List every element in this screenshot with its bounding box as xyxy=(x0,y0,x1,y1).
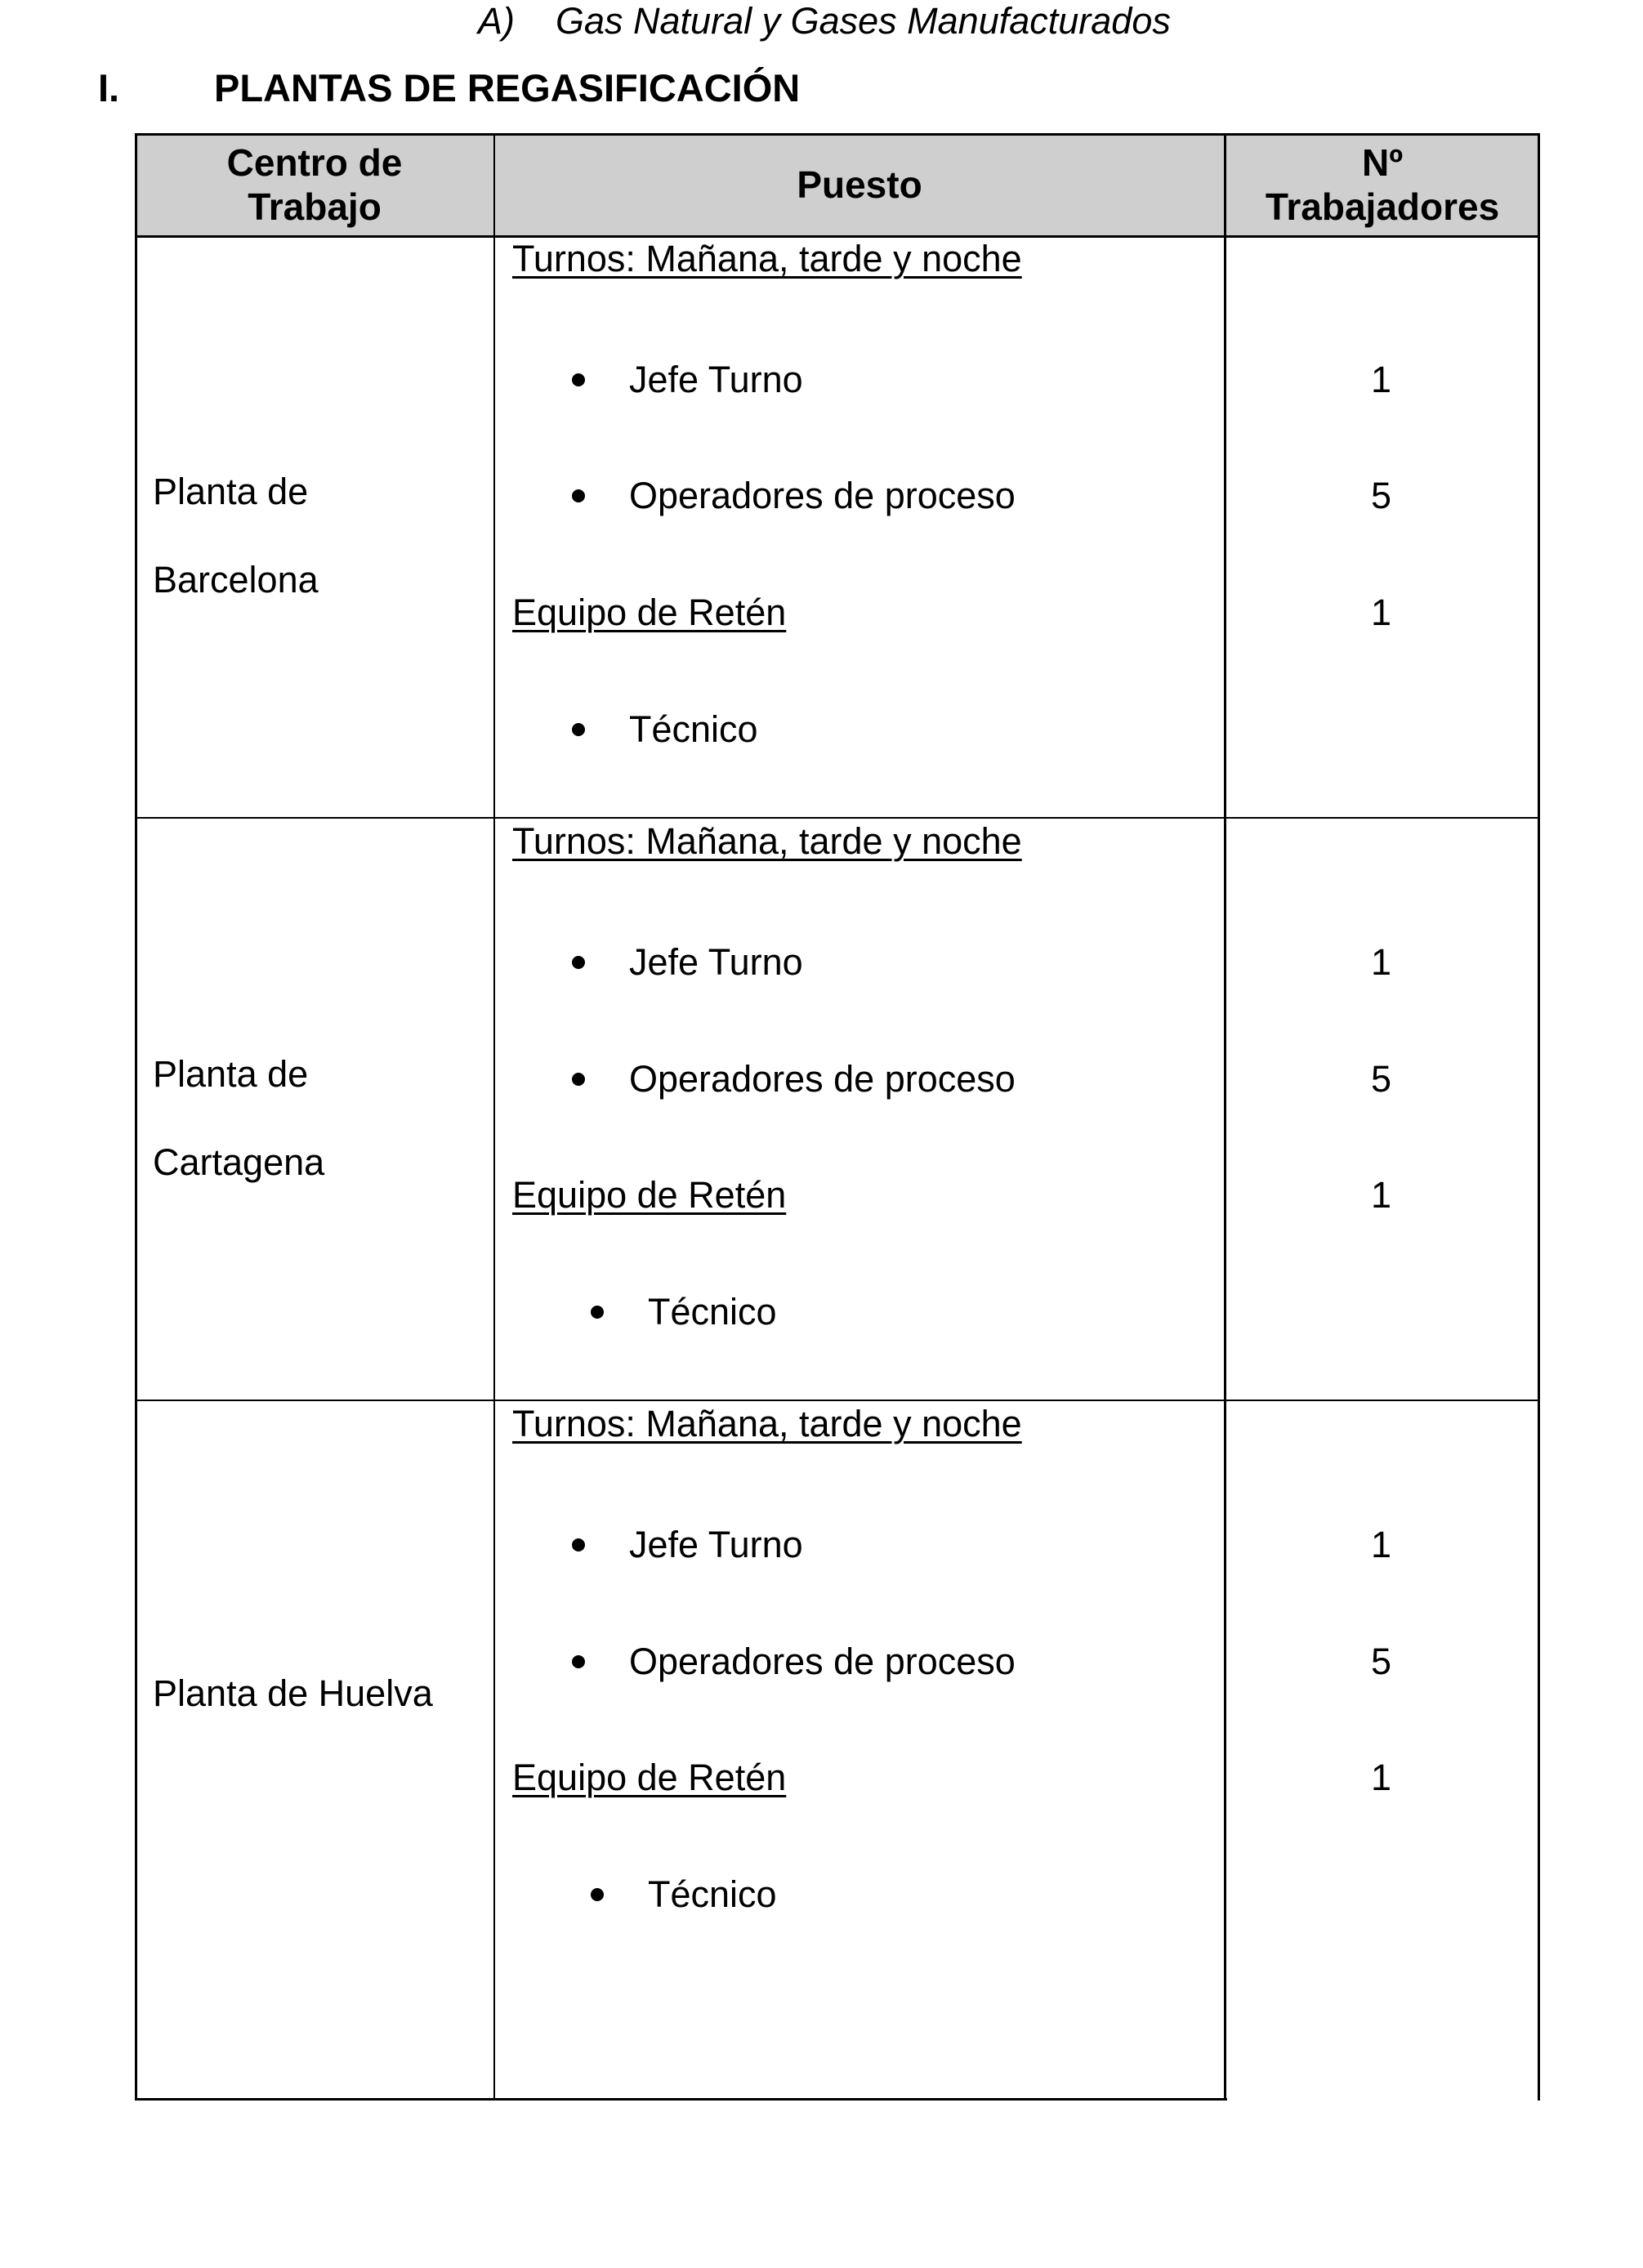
n-tecnico: 1 xyxy=(1370,592,1392,633)
bullet-icon xyxy=(591,1888,604,1901)
section-title xyxy=(98,65,800,111)
bullet-icon xyxy=(572,1538,585,1551)
centro-line2: Cartagena xyxy=(153,1141,325,1183)
bullet-icon xyxy=(572,1655,585,1668)
table-border-left xyxy=(135,133,137,2101)
puesto-jefe-turno: Jefe Turno xyxy=(629,1524,803,1565)
n-tecnico: 1 xyxy=(1370,1174,1392,1216)
puesto-jefe-turno: Jefe Turno xyxy=(629,359,803,400)
n-jefe: 1 xyxy=(1370,941,1392,983)
header-centro-line2: Trabajo xyxy=(248,185,382,228)
column-divider xyxy=(493,133,495,2101)
section-title-text: PLANTAS DE REGASIFICACIÓN xyxy=(214,66,801,109)
bullet-icon xyxy=(572,373,585,386)
header-puesto xyxy=(494,133,1225,236)
header-n-trabajadores xyxy=(1225,133,1540,236)
plantas-table xyxy=(135,133,1540,2101)
bullet-icon xyxy=(572,1073,585,1086)
equipo-reten-label: Equipo de Retén xyxy=(512,1174,787,1216)
section-number: I. xyxy=(98,66,120,109)
puesto-operadores: Operadores de proceso xyxy=(629,1058,1016,1100)
section-sub-title: Gas Natural y Gases Manufacturados xyxy=(556,0,1171,42)
bullet-icon xyxy=(572,489,585,502)
equipo-reten-label: Equipo de Retén xyxy=(512,592,787,633)
centro-line1: Planta de xyxy=(153,471,309,512)
puesto-tecnico: Técnico xyxy=(629,708,758,750)
header-centro-line1: Centro de xyxy=(226,141,403,184)
centro-line2: Barcelona xyxy=(153,559,319,600)
turnos-label: Turnos: Mañana, tarde y noche xyxy=(512,1403,1022,1444)
table-border-top xyxy=(135,133,1540,136)
centro-barcelona xyxy=(153,448,319,624)
puesto-operadores: Operadores de proceso xyxy=(629,1641,1016,1682)
n-jefe: 1 xyxy=(1370,359,1392,400)
centro-cartagena xyxy=(153,1030,324,1207)
header-n-line1: Nº xyxy=(1361,141,1403,184)
header-n-line2: Trabajadores xyxy=(1265,185,1500,228)
table-border-right xyxy=(1538,133,1540,2101)
row-divider xyxy=(135,1400,1540,1401)
n-operadores: 5 xyxy=(1370,1641,1392,1682)
equipo-reten-label: Equipo de Retén xyxy=(512,1757,787,1798)
row-divider xyxy=(135,817,1540,819)
puesto-jefe-turno: Jefe Turno xyxy=(629,941,803,983)
centro-line1: Planta de xyxy=(153,1053,309,1095)
puesto-operadores: Operadores de proceso xyxy=(629,475,1016,516)
bullet-icon xyxy=(572,723,585,736)
column-divider xyxy=(1224,133,1226,2101)
bullet-icon xyxy=(591,1306,604,1319)
n-tecnico: 1 xyxy=(1370,1757,1392,1798)
puesto-tecnico: Técnico xyxy=(648,1291,777,1333)
table-border-bottom xyxy=(135,2098,1227,2101)
section-subtitle xyxy=(478,0,1171,42)
section-sub-letter: A) xyxy=(478,0,515,42)
turnos-label: Turnos: Mañana, tarde y noche xyxy=(512,820,1022,862)
puesto-tecnico: Técnico xyxy=(648,1873,777,1915)
n-operadores: 5 xyxy=(1370,475,1392,516)
centro-huelva: Planta de Huelva xyxy=(153,1672,433,1714)
header-puesto-label: Puesto xyxy=(797,163,922,206)
turnos-label: Turnos: Mañana, tarde y noche xyxy=(512,238,1022,279)
n-jefe: 1 xyxy=(1370,1524,1392,1565)
bullet-icon xyxy=(572,956,585,969)
n-operadores: 5 xyxy=(1370,1058,1392,1100)
header-centro-de-trabajo xyxy=(135,133,494,236)
